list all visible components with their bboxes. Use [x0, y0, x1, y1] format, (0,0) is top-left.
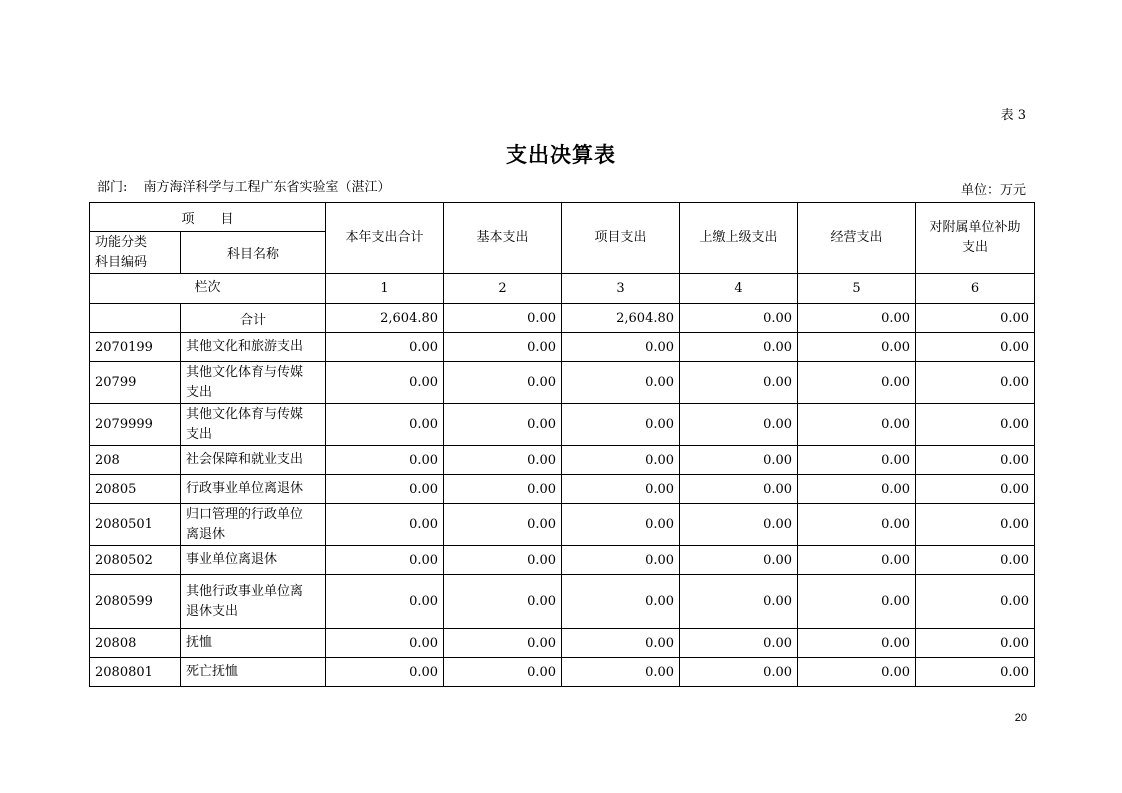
total-value: 0.00	[444, 304, 562, 333]
header-code: 功能分类 科目编码	[90, 232, 181, 274]
table-row	[90, 504, 1035, 546]
row-value: 0.00	[326, 658, 444, 687]
row-name: 抚恤	[181, 629, 326, 658]
row-value: 0.00	[444, 475, 562, 504]
row-value: 0.00	[680, 546, 798, 575]
row-value: 0.00	[562, 629, 680, 658]
table-row	[90, 475, 1035, 504]
total-label: 合计	[181, 304, 326, 333]
row-value: 0.00	[562, 504, 680, 546]
row-name: 其他文化和旅游支出	[181, 333, 326, 362]
row-value: 0.00	[798, 575, 916, 629]
row-value: 0.00	[916, 575, 1035, 629]
table-row	[90, 546, 1035, 575]
row-name: 事业单位离退休	[181, 546, 326, 575]
index-cell: 5	[798, 274, 916, 304]
department-label: 部门:	[97, 180, 128, 195]
row-value: 0.00	[326, 629, 444, 658]
department-name: 南方海洋科学与工程广东省实验室（湛江）	[143, 180, 391, 195]
row-code: 2079999	[90, 404, 181, 446]
table-row	[90, 333, 1035, 362]
row-code: 2080801	[90, 658, 181, 687]
header-row	[90, 203, 1035, 232]
row-value: 0.00	[916, 629, 1035, 658]
row-value: 0.00	[444, 446, 562, 475]
total-value: 0.00	[798, 304, 916, 333]
row-value: 0.00	[680, 404, 798, 446]
row-name: 其他文化体育与传媒 支出	[181, 362, 326, 404]
department-line	[97, 176, 391, 195]
row-value: 0.00	[798, 546, 916, 575]
total-value: 2,604.80	[326, 304, 444, 333]
index-cell: 4	[680, 274, 798, 304]
row-code: 20799	[90, 362, 181, 404]
row-value: 0.00	[916, 475, 1035, 504]
header-col-5: 经营支出	[798, 203, 916, 274]
row-value: 0.00	[798, 504, 916, 546]
row-value: 0.00	[798, 629, 916, 658]
table-row	[90, 362, 1035, 404]
index-cell: 2	[444, 274, 562, 304]
row-value: 0.00	[326, 333, 444, 362]
table-row	[90, 658, 1035, 687]
row-value: 0.00	[798, 333, 916, 362]
row-value: 0.00	[680, 446, 798, 475]
row-value: 0.00	[562, 404, 680, 446]
total-value: 0.00	[916, 304, 1035, 333]
row-value: 0.00	[916, 404, 1035, 446]
row-value: 0.00	[680, 629, 798, 658]
row-value: 0.00	[916, 546, 1035, 575]
row-value: 0.00	[326, 575, 444, 629]
row-value: 0.00	[562, 475, 680, 504]
row-value: 0.00	[326, 446, 444, 475]
total-value: 0.00	[680, 304, 798, 333]
row-value: 0.00	[444, 362, 562, 404]
row-value: 0.00	[444, 575, 562, 629]
unit-label: 单位：万元	[960, 183, 1026, 198]
header-col-3: 项目支出	[562, 203, 680, 274]
row-code: 2080599	[90, 575, 181, 629]
table-row	[90, 446, 1035, 475]
index-cell: 6	[916, 274, 1035, 304]
row-value: 0.00	[916, 658, 1035, 687]
row-code: 2080502	[90, 546, 181, 575]
row-code: 2070199	[90, 333, 181, 362]
row-code: 20805	[90, 475, 181, 504]
header-name: 科目名称	[181, 232, 326, 274]
page-number: 20	[1014, 712, 1027, 724]
row-value: 0.00	[798, 658, 916, 687]
row-value: 0.00	[916, 333, 1035, 362]
row-value: 0.00	[916, 446, 1035, 475]
index-cell: 1	[326, 274, 444, 304]
row-name: 其他文化体育与传媒 支出	[181, 404, 326, 446]
row-value: 0.00	[680, 504, 798, 546]
row-value: 0.00	[562, 575, 680, 629]
table-row	[90, 404, 1035, 446]
header-col-4: 上缴上级支出	[680, 203, 798, 274]
row-value: 0.00	[916, 504, 1035, 546]
row-name: 死亡抚恤	[181, 658, 326, 687]
row-code: 20808	[90, 629, 181, 658]
row-value: 0.00	[444, 504, 562, 546]
index-row	[90, 274, 1035, 304]
row-value: 0.00	[798, 446, 916, 475]
row-value: 0.00	[444, 404, 562, 446]
row-value: 0.00	[562, 446, 680, 475]
index-label: 栏次	[90, 274, 326, 304]
total-code-cell	[90, 304, 181, 333]
row-value: 0.00	[562, 658, 680, 687]
row-code: 208	[90, 446, 181, 475]
table-number: 表 3	[1000, 108, 1026, 123]
row-value: 0.00	[444, 333, 562, 362]
table-row	[90, 629, 1035, 658]
row-name: 其他行政事业单位离 退休支出	[181, 575, 326, 629]
row-value: 0.00	[680, 658, 798, 687]
row-value: 0.00	[444, 546, 562, 575]
total-row	[90, 304, 1035, 333]
row-value: 0.00	[562, 362, 680, 404]
row-value: 0.00	[444, 629, 562, 658]
row-value: 0.00	[680, 362, 798, 404]
row-value: 0.00	[798, 475, 916, 504]
row-code: 2080501	[90, 504, 181, 546]
header-col-2: 基本支出	[444, 203, 562, 274]
row-value: 0.00	[680, 333, 798, 362]
row-value: 0.00	[916, 362, 1035, 404]
total-value: 2,604.80	[562, 304, 680, 333]
row-value: 0.00	[444, 658, 562, 687]
row-value: 0.00	[326, 362, 444, 404]
row-name: 行政事业单位离退休	[181, 475, 326, 504]
header-item: 项 目	[90, 203, 326, 232]
row-name: 归口管理的行政单位 离退休	[181, 504, 326, 546]
index-cell: 3	[562, 274, 680, 304]
header-col-1: 本年支出合计	[326, 203, 444, 274]
page-title: 支出决算表	[506, 142, 616, 167]
row-name: 社会保障和就业支出	[181, 446, 326, 475]
row-value: 0.00	[326, 475, 444, 504]
row-value: 0.00	[326, 404, 444, 446]
row-value: 0.00	[680, 475, 798, 504]
row-value: 0.00	[326, 504, 444, 546]
table-row	[90, 575, 1035, 629]
row-value: 0.00	[326, 546, 444, 575]
row-value: 0.00	[562, 546, 680, 575]
header-col-6: 对附属单位补助 支出	[916, 203, 1035, 274]
row-value: 0.00	[680, 575, 798, 629]
row-value: 0.00	[798, 404, 916, 446]
expenditure-table	[89, 202, 1035, 687]
row-value: 0.00	[562, 333, 680, 362]
row-value: 0.00	[798, 362, 916, 404]
